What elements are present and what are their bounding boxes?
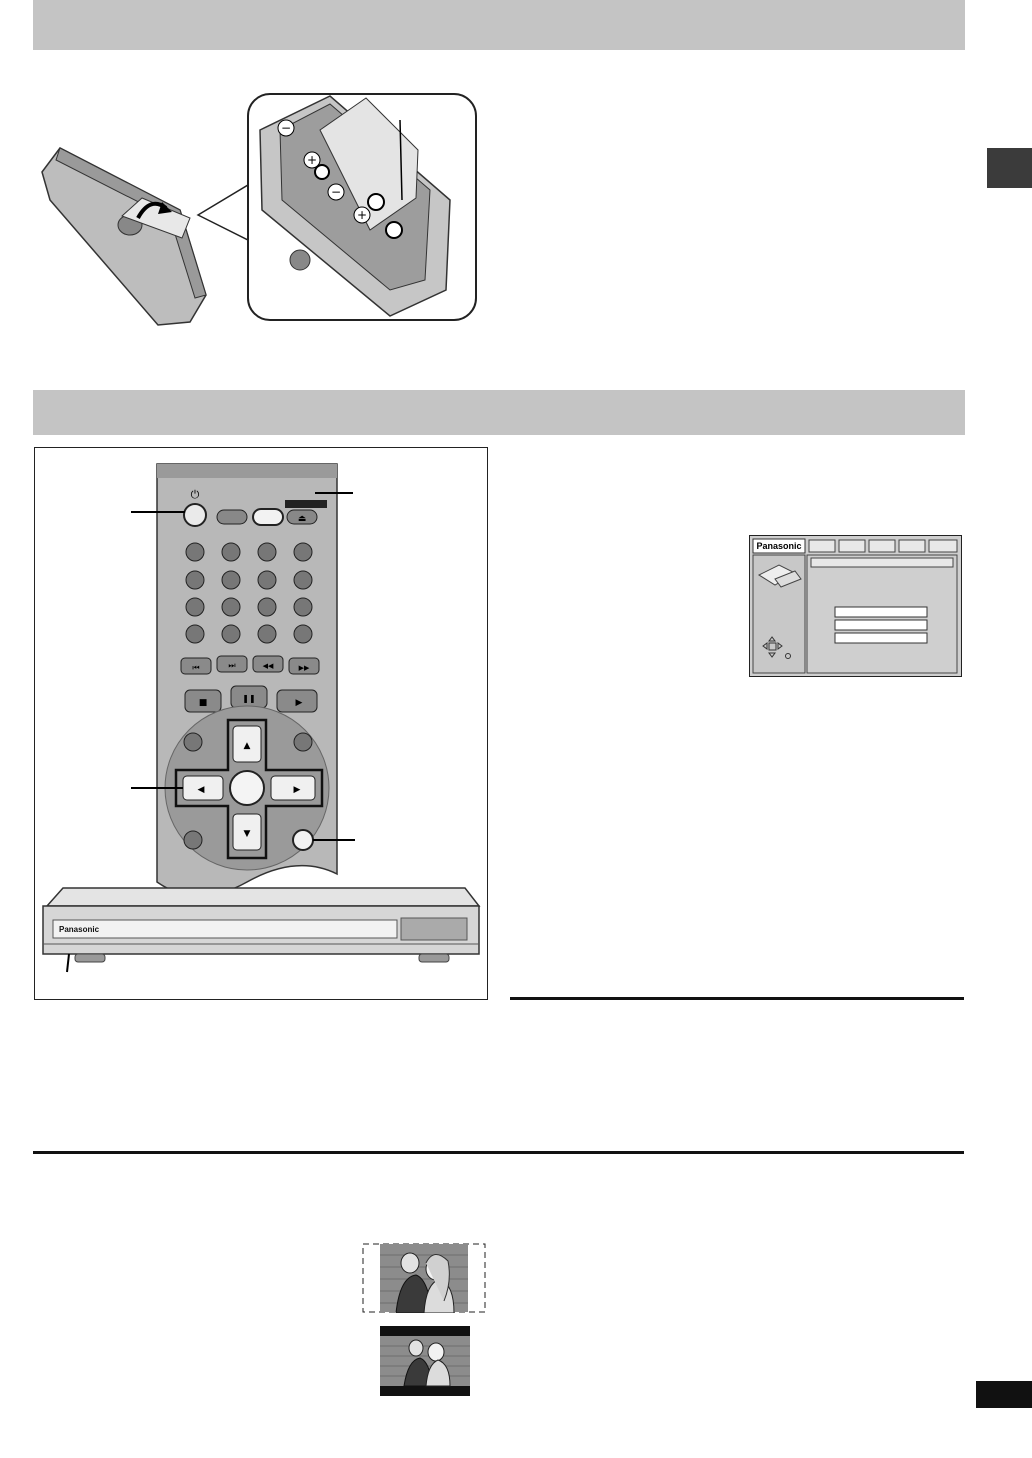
play-symbol: ▶ (295, 698, 303, 708)
eject-symbol: ⏏ (297, 514, 307, 524)
pause-symbol: ❚❚ (242, 694, 256, 703)
page-number-tab (976, 1381, 1032, 1408)
power-symbol: ⏻ (190, 488, 200, 501)
battery-plus-label-2: + (356, 208, 368, 222)
header-band (33, 0, 965, 50)
osd-option-1 (835, 607, 927, 617)
aspect-4-3-pan-scan-illustration (362, 1243, 486, 1313)
stop-symbol: ■ (198, 698, 208, 708)
player-brand-logo: Panasonic (59, 925, 100, 934)
remote-button-highlighted (253, 509, 283, 525)
battery-plus-label: + (306, 153, 318, 167)
section-rule-right (510, 997, 964, 1000)
up-arrow: ▲ (243, 741, 251, 751)
left-arrow: ◀ (197, 785, 205, 795)
osd-menu-tabs (809, 540, 957, 552)
small-remote (42, 148, 206, 325)
skip-forward-symbol: ⏭ (228, 661, 236, 670)
power-button (184, 504, 206, 526)
section-band (33, 390, 965, 435)
return-button (293, 830, 313, 850)
remote-control (157, 464, 337, 896)
enter-button (230, 771, 264, 805)
battery-minus-label: − (280, 121, 292, 135)
skip-back-symbol: ⏮ (192, 663, 200, 672)
dvd-player (43, 888, 479, 972)
aspect-4-3-letterbox-illustration (380, 1326, 470, 1396)
osd-option-2 (835, 620, 927, 630)
osd-setup-screen (749, 535, 962, 677)
right-arrow: ▶ (293, 785, 301, 795)
battery-illustration (30, 90, 480, 330)
section-rule-full (33, 1151, 964, 1154)
osd-brand-logo: Panasonic (756, 541, 802, 551)
remote-figure-frame (34, 447, 488, 1000)
osd-option-3 (835, 633, 927, 643)
remote-button-1 (217, 510, 247, 524)
battery-minus-label-2: − (330, 185, 342, 199)
down-arrow: ▼ (243, 829, 251, 839)
fast-forward-symbol: ▶▶ (298, 664, 310, 672)
chapter-side-tab (987, 148, 1032, 188)
rewind-symbol: ◀◀ (262, 662, 274, 670)
